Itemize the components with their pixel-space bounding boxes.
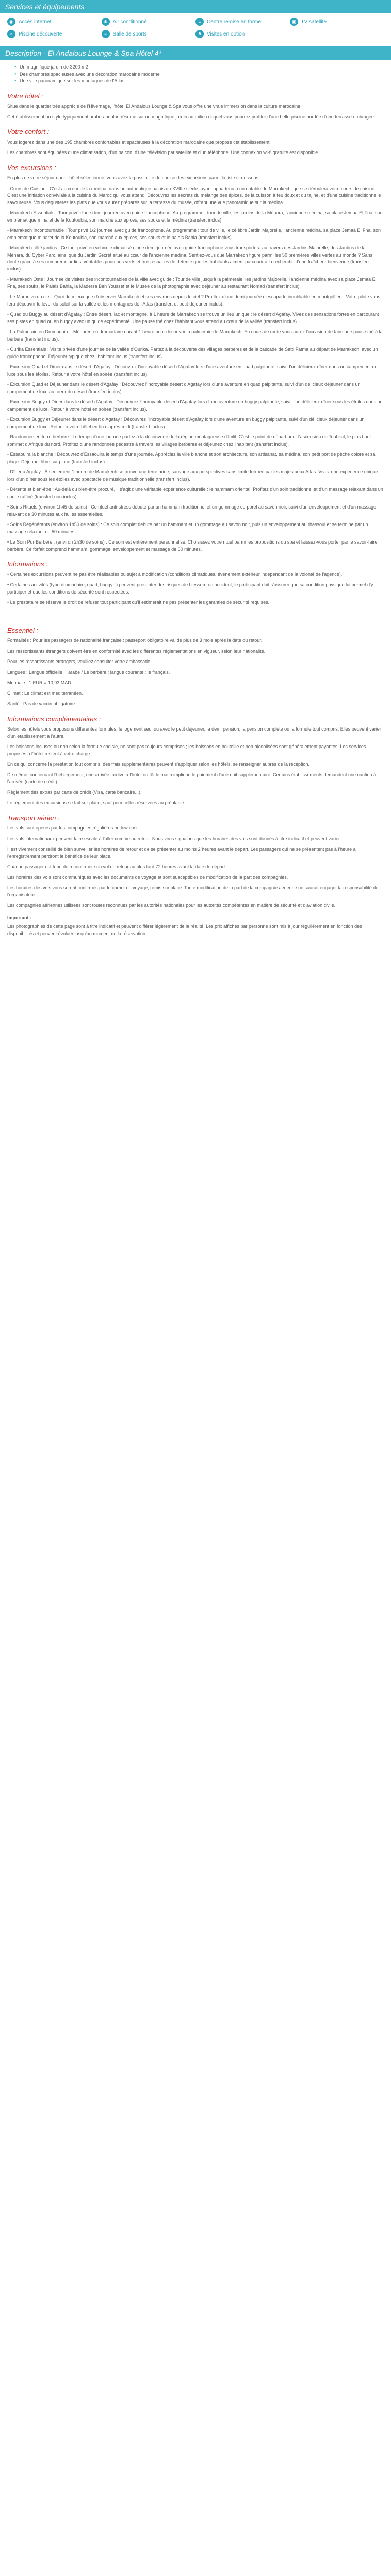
service-item [102, 18, 196, 26]
paragraph: - Quad ou Buggy au désert d'Agafay : Entre désert, lac et montagne, à 1 heure de Marrakech se trouve un lieu unique : le désert d'Agafay. Vivez des sensations fortes en parcourant ses pistes en quad ou en buggy avec un guide expérimenté. Une pause thé chez l'habitant vous attend au cœur de la vallée (transfert inclus). [7, 312, 379, 324]
paragraph: Langues : Langue officielle : l'arabe / Le berbère ; langue courante : le français. [7, 669, 170, 675]
paragraph: - Ourika Essentials : Visite privée d'une journée de la vallée d'Ourika. Partez à la découverte des villages berbères et de la cascade de Setti Fatma au départ de Marrakech, avec un guide francophone. Déjeuner typique chez l'habitant inclus (transfert inclus). [7, 347, 378, 359]
paragraph: • Soins Régénérants (environ 1h50 de soins) : Ce soin complet débute par un hammam et un gommage au savon noir, puis un enveloppement au rhassoul et se termine par un massage relaxant de 50 minutes. [7, 522, 368, 534]
list-item: ● Un magnifique jardin de 3200 m2 [14, 64, 391, 71]
paragraph: Les compagnies aériennes utilisées sont toutes reconnues par les autorités nationales pour les autorités compétentes en matière de sécurité et d'aviation civile. [7, 903, 336, 908]
paragraph: Les photographies de cette page sont à titre indicatif et peuvent différer légèrement de la réalité. Les prix affichés par personne sont mis à jour régulièrement en fonction des disponibilités et peuvent évoluer jusqu'au moment de la réservation. [7, 924, 362, 936]
paragraph: De même, concernant l'hébergement, une arrivée tardive à l'hôtel ou tôt le matin implique le paiement d'une nuit supplémentaire. Certains établissements demandent une caution à l'arrivée (carte de crédit). [7, 772, 377, 784]
tour-icon: ⚑ [196, 30, 204, 38]
paragraph: • Soins Rituels (environ 1h45 de soins) : Ce rituel anti-stress débute par un hammam traditionnel et un gommage corporel au savon noir, suivi d'un enveloppement et d'un massage relaxant de 30 minutes aux huiles essentielles. [7, 504, 376, 517]
paragraph: - Essaouira la blanche : Découvrez d'Essaouira le temps d'une journée. Appréciez la ville blanche et son architecture, son artisanat, sa médina, son petit port de pêche coloré et sa plage. Déjeuner libre sur place (transfert inclus). [7, 452, 376, 464]
highlight-list [14, 64, 391, 85]
paragraph: • Le Soin Pur Berbère : (environ 2h30 de soins) : Ce soin est entièrement personnalisé. Choisissez votre rituel parmi les propositions du spa et laissez-vous porter par le savoir-faire berbère. Ce forfait comprend hammam, gommage, enveloppement et massage de 60 minutes. [7, 539, 378, 552]
service-item [7, 30, 102, 38]
paragraph: Pour les ressortissants étrangers, veuillez consulter votre ambassade. [7, 659, 152, 664]
paragraph: Monnaie : 1 EUR = 10,93 MAD. [7, 680, 73, 685]
paragraph: - Marrakech côté jardins : Ce tour privé en véhicule climatisé d'une demi-journée avec guide francophone vous transportera au travers des Jardins Majorelle, des Jardins de la Ménara, du Cyber Parc, ainsi que du Jardin Secret situé au cœur de l'ancienne médina. Sentiez-vous que Marrakech figure parmi les 50 premières villes vertes au monde ? Sans doute grâce à ses nombreux jardins, véritables poumons verts et trois espaces de détente que les habitants aiment parcourir à la recherche d'une fraîcheur bienvenue (transfert inclus). [7, 245, 373, 272]
paragraph: Les vols sont opérés par les compagnies régulières ou low cost. [7, 825, 139, 831]
essentiel-list [7, 637, 384, 708]
paragraph: Santé : Pas de vaccin obligatoire. [7, 701, 76, 706]
service-label: Accès internet [19, 19, 52, 25]
paragraph: Les ressortissants étrangers doivent être en conformité avec les différentes réglementations en vigueur, selon leur nationalité. [7, 648, 266, 654]
paragraph: En plus de votre séjour dans l'hôtel sélectionné, vous avez la possibilité de choisir des excursions parmi la liste ci-dessous : [7, 175, 261, 180]
service-label: Salle de sports [112, 31, 147, 37]
paragraph: Climat : Le climat est méditerranéen. [7, 690, 83, 696]
paragraph: Règlement des extras par carte de crédit (Visa, carte bancaire...). [7, 789, 142, 795]
services-section-header [0, 0, 391, 13]
snowflake-icon: ❄ [102, 18, 110, 26]
paragraph: - Excursion Quad et Déjeuner dans le désert d'Agafay : Découvrez l'incroyable désert d'Agafay lors d'une aventure en quad palpitante, suivi d'un délicieux déjeuner dans un campement de luxe au cœur du désert (transfert inclus). [7, 382, 361, 394]
list-item: ● Des chambres spacieuses avec une décoration marocaine moderne [14, 71, 391, 78]
paragraph: • Certaines excursions peuvent ne pas être réalisables ou sujet à modification (conditions climatiques, événement extérieur indépendant de la volonté de l'agence). [7, 571, 343, 577]
important-heading: Important : [7, 914, 31, 920]
paragraph: - Excursion Buggy et Dîner dans le désert d'Agafay : Découvrez l'incroyable désert d'Agafay lors d'une aventure en buggy palpitante, suivi d'un délicieux dîner sous les étoiles dans un campement de luxe. Retour à votre hôtel en soirée (transfert inclus). [7, 399, 383, 412]
paragraph: En ce qui concerne la prestation tout compris, des frais supplémentaires peuvent s'appliquer selon les hôtels, se renseigner auprès de la réception. [7, 761, 310, 767]
services-grid [0, 13, 391, 40]
description-section-header [0, 46, 391, 60]
paragraph: - Marrakech Essentials : Tour privé d'une demi-journée avec guide francophone. Au programme : tour de ville, les jardins de la Ménara, l'ancienne médina, sa place Jemaa El Fna, son emblématique minaret de la Koutoubia, son marché aux épices, ses souks et la médina (transfert inclus). [7, 210, 383, 223]
list-item: ● Une vue panoramique sur les montagnes de l'Atlas [14, 78, 391, 85]
paragraph: - Détente et bien-être : Au-delà du bien-être procuré, il s'agit d'une véritable expérience culturelle : le hammam oriental. Profitez d'un soin traditionnel et d'un massage relaxant dans un cadre raffiné (transfert non inclus). [7, 487, 383, 499]
description-title: Description - El Andalous Lounge & Spa Hôtel 4* [5, 49, 161, 57]
excursions-list [7, 185, 384, 501]
paragraph: Selon les hôtels vous proposons différentes formules, le logement seul ou avec le petit déjeuner, la demi pension, la pension complète ou la formule tout compris. Elles peuvent varier d'un établissement à l'autre. [7, 726, 381, 739]
service-label: Piscine découverte [19, 31, 62, 37]
paragraph: Les horaires des vols sont communiqués avec les documents de voyage et sont susceptibles de modification de la part des compagnies. [7, 874, 288, 880]
service-label: TV satellite [301, 19, 327, 25]
paragraph: Les boissons incluses ou non selon la formule choisie, ne sont pas toujours comprises ; les boissons en bouteille et non-alcoolisées sont généralement payantes. Les services proposés à l'hôtel restent à votre charge. [7, 744, 366, 756]
paragraph: Les horaires des vols vous seront confirmés par le carnet de voyage, remis sur place. Toute modification de la part de la compagnie aérienne ne saurait engager la responsabilité de l'organisateur. [7, 885, 379, 897]
transport-heading: Transport aérien : [7, 814, 60, 822]
service-item [102, 30, 196, 38]
essentiel-heading: Essentiel : [7, 626, 38, 634]
sports-icon: ≡ [102, 30, 110, 38]
service-label: Centre remise en forme [207, 19, 262, 25]
comfort-heading: Votre confort : [7, 128, 50, 135]
service-item [196, 18, 290, 26]
paragraph: Les vols internationaux peuvent faire escale à l'aller comme au retour. Nous vous signalons que les horaires des vols sont donnés à titre indicatif et peuvent varier. [7, 836, 341, 841]
paragraph: - La Palmeraie en Dromadaire : Méharée en dromadaire durant 1 heure pour découvrir la palmeraie de Marrakech. En cours de route vous aurez l'occasion de faire une pause thé à la berbère (transfert inclus). [7, 329, 383, 342]
service-label: Air conditionné [112, 19, 147, 25]
paragraph: - Le Maroc vu du ciel : Quoi de mieux que d'observer Marrakech et ses environs depuis le ciel ? Profitez d'une demi-journée d'escapade inoubliable en montgolfière. Votre pilote vous fera découvrir le lever du soleil sur la vallée et les montagnes de l'Atlas (transfert et petit-déjeuner inclus). [7, 294, 381, 307]
paragraph: Situé dans le quartier très apprécié de l'Hivernage, l'hôtel El Andalous Lounge & Spa vous offre une vraie immersion dans la culture marocaine. [7, 104, 302, 109]
paragraph: - Cours de Cuisine : C'est au cœur de la médina, dans un authentique palais du XVIIIe siècle, ayant appartenu à un notable de Marrakech, que se déroulera votre cours de cuisine. C'est une initiation conviviale à la cuisine du Maroc qui vous attend. Découvrez les secrets du mélange des épices, de la cuisson à feu doux et du tajine, et d'une cuisine traditionnelle savoureuse. Vous dégusterez les plats que vous aurez préparés sur la terrasse du musée, offrant une vue panoramique sur la médina. [7, 185, 381, 205]
info-heading: Informations : [7, 560, 48, 568]
service-item [196, 30, 290, 38]
description-body [0, 91, 391, 938]
services-title: Services et équipements [5, 3, 85, 11]
paragraph: Le règlement des excursions se fait sur place, sauf pour celles réservées au préalable. [7, 800, 186, 805]
paragraph: Chaque passager est tenu de reconfirmer son vol de retour au plus tard 72 heures avant la date de départ. [7, 864, 226, 869]
transport-list [7, 825, 384, 909]
paragraph: - Dîner à Agafay : À seulement 1 heure de Marrakech se trouve une terre aride, sauvage aux perspectives sans limite formée par les majestueux Atlas. Vivez une expérience unique lors d'un dîner sous les étoiles avec spectacle de musique traditionnelle (transfert inclus). [7, 469, 378, 482]
service-item [290, 18, 384, 26]
complementaires-heading: Informations complémentaires : [7, 715, 101, 723]
paragraph: • Certaines activités (type dromadaire, quad, buggy...) peuvent présenter des risques de blessure ou accident, le participant doit s'assurer que sa condition physique lui permet d'y participer et que les conditions de sécurité sont respectées. [7, 582, 373, 595]
paragraph: Formalités : Pour les passagers de nationalité française : passeport obligatoire valide plus de 3 mois après la date du retour. [7, 638, 263, 643]
paragraph: Vous logerez dans une des 195 chambres confortables et spacieuses à la décoration marocaine que propose cet établissement. [7, 139, 271, 145]
paragraph: - Marrakech Osté : Journée de visites des incontournables de la ville avec guide : Tour de ville jusqu'à la palmeraie, les jardins Majorelle, l'ancienne médina avec sa place Jemaa El Fna, ses souks, le Palais Bahia, la Madersa Ben Youssef et le Musée de la photographie avec déjeuner au restaurant Nomad (transfert inclus). [7, 277, 377, 289]
paragraph: - Randonnée en terre berbère : Le temps d'une journée partez à la découverte de la région montagneuse d'Imlil. C'est le point de départ pour l'ascension du Toubkal, le plus haut sommet d'Afrique du nord. Profitez d'une randonnée pédestre à travers les villages berbères et déjeunez chez l'habitant (transfert inclus). [7, 434, 371, 447]
wifi-icon: ◉ [7, 18, 15, 26]
service-label: Visites en option [207, 31, 245, 37]
paragraph: Cet établissement au style typiquement arabo-andalou résume sur un magnifique jardin au milieu duquel vous pourrez profiter d'une belle piscine bordée d'une terrasse ombragée. [7, 114, 376, 120]
paragraph: Les chambres sont équipées d'une climatisation, d'un balcon, d'une télévision par satellite et d'un téléphone. Une connexion wi-fi gratuite est disponible. [7, 150, 319, 155]
paragraph: - Marrakech Incontournable : Tour privé 1/2 journée avec guide francophone. Au programme : tour de ville, le célèbre Jardin Majorelle, l'ancienne médina, sa place Jemaa El Fna, son emblématique minaret de la Koutoubia, son marché aux épices, ses souks et le palais Bahia (transfert inclus). [7, 228, 381, 240]
dumbbell-icon: ≡ [196, 18, 204, 26]
service-item [7, 18, 102, 26]
paragraph: - Excursion Buggy et Déjeuner dans le désert d'Agafay : Découvrez l'incroyable désert d'Agafay lors d'une aventure en buggy palpitante, suivi d'un délicieux déjeuner dans un campement de luxe. Retour à votre hôtel en fin d'après-midi (transfert inclus). [7, 417, 365, 429]
paragraph: - Excursion Quad et Dîner dans le désert d'Agafay : Découvrez l'incroyable désert d'Agafay lors d'une aventure en quad palpitante, suivi d'un délicieux dîner dans un campement de luxe sous les étoiles. Retour à votre hôtel en soirée (transfert inclus). [7, 364, 378, 377]
complementaires-list [7, 726, 384, 807]
excursions-heading: Vos excursions : [7, 163, 56, 172]
tv-icon: ▣ [290, 18, 298, 26]
hotel-heading: Votre hôtel : [7, 92, 43, 100]
spa-list [7, 504, 384, 553]
pool-icon: ≈ [7, 30, 15, 38]
paragraph: Il est vivement conseillé de bien surveiller les horaires de retour et de se présenter au moins 2 heures avant le départ. Les passagers qui ne se présentent pas à l'heure à l'enregistrement perdront le bénéfice de leur place. [7, 846, 356, 859]
paragraph: • Le prestataire se réserve le droit de refuser tout participant qu'il estimerait ne pas présenter les garanties de sécurité requises. [7, 600, 270, 605]
